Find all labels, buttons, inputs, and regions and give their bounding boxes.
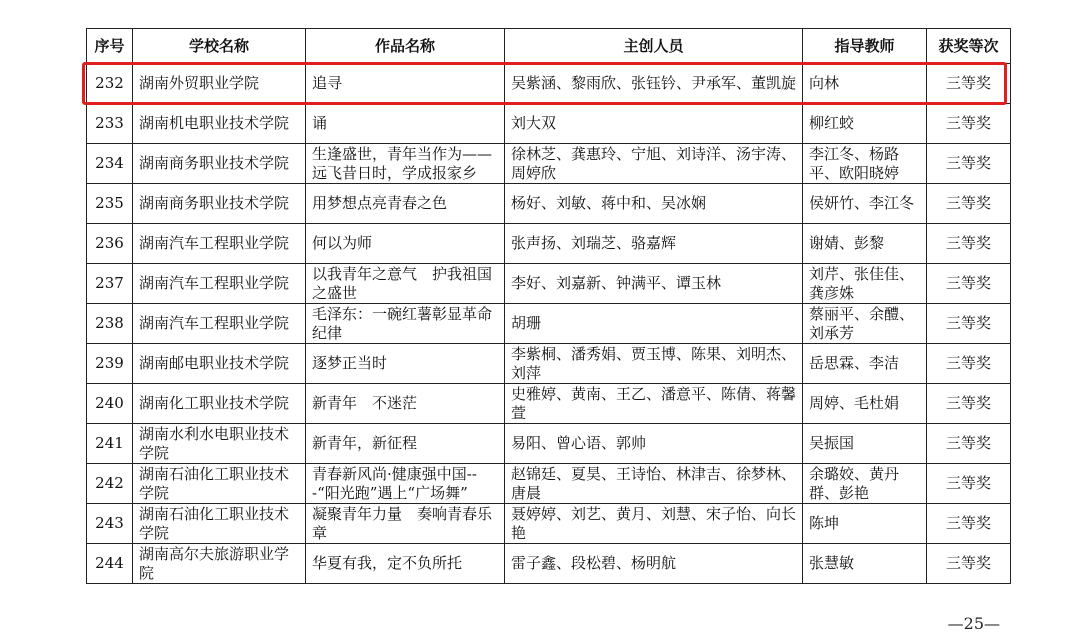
members-cell [505, 184, 803, 224]
school-name: 湖南邮电职业技术学院 [139, 354, 290, 372]
page-number: —25— [947, 614, 1000, 633]
table-row [87, 64, 1011, 104]
work-title: 生逢盛世，青年当作为——远飞昔日时，学成报家乡 [312, 144, 493, 182]
row-number: 244 [95, 554, 124, 572]
row-number-cell [87, 224, 133, 264]
prize-level-cell [927, 304, 1011, 344]
work-title-cell [306, 304, 505, 344]
work-title-cell [306, 384, 505, 424]
teacher-cell [803, 184, 927, 224]
header-no: 序号 [87, 29, 133, 64]
prize-level-cell [927, 264, 1011, 304]
prize-level: 三等奖 [945, 194, 991, 212]
row-number: 237 [95, 274, 124, 292]
work-title: 毛泽东：一碗红薯彰显革命纪律 [312, 304, 493, 342]
work-title-cell [306, 344, 505, 384]
teacher-cell [803, 344, 927, 384]
members-cell [505, 424, 803, 464]
school-name: 湖南商务职业技术学院 [139, 154, 290, 172]
prize-level: 三等奖 [945, 514, 991, 532]
school-name-cell [133, 504, 306, 544]
row-number-cell [87, 144, 133, 184]
teacher: 余璐姣、黄丹群、彭艳 [809, 464, 900, 502]
teacher: 谢婧、彭黎 [809, 234, 885, 252]
table-row [87, 184, 1011, 224]
teacher: 吴振国 [809, 434, 855, 452]
prize-level-cell [927, 64, 1011, 104]
header-school: 学校名称 [133, 29, 306, 64]
members: 雷子鑫、段松碧、杨明航 [511, 554, 677, 572]
work-title-cell [306, 224, 505, 264]
school-name-cell [133, 344, 306, 384]
prize-level-cell [927, 344, 1011, 384]
prize-level-cell [927, 144, 1011, 184]
row-number-cell [87, 184, 133, 224]
row-number: 240 [95, 394, 124, 412]
members: 李好、刘嘉新、钟满平、谭玉林 [511, 274, 722, 292]
prize-level: 三等奖 [945, 434, 991, 452]
members-cell [505, 464, 803, 504]
row-number: 243 [95, 514, 124, 532]
row-number-cell [87, 504, 133, 544]
header-teacher: 指导教师 [803, 29, 927, 64]
teacher-cell [803, 224, 927, 264]
school-name: 湖南汽车工程职业学院 [139, 234, 290, 252]
work-title-cell [306, 264, 505, 304]
members-cell [505, 304, 803, 344]
row-number-cell [87, 264, 133, 304]
school-name: 湖南汽车工程职业学院 [139, 314, 290, 332]
teacher: 侯妍竹、李江冬 [809, 194, 915, 212]
work-title: 何以为师 [312, 234, 373, 252]
work-title-cell [306, 184, 505, 224]
table-row [87, 384, 1011, 424]
members-cell [505, 144, 803, 184]
work-title: 追寻 [312, 74, 343, 92]
members: 聂婷婷、刘艺、黄月、刘慧、宋子怡、向长艳 [511, 504, 796, 542]
table-row [87, 224, 1011, 264]
teacher-cell [803, 464, 927, 504]
members-cell [505, 504, 803, 544]
table-row [87, 544, 1011, 584]
school-name-cell [133, 464, 306, 504]
members-cell [505, 104, 803, 144]
row-number: 242 [95, 474, 124, 492]
members: 吴紫涵、黎雨欣、张钰钤、尹承军、董凯旋 [511, 74, 796, 92]
work-title: 用梦想点亮青春之色 [312, 194, 448, 212]
school-name-cell [133, 544, 306, 584]
prize-level-cell [927, 224, 1011, 264]
table-row [87, 264, 1011, 304]
school-name: 湖南石油化工职业技术学院 [139, 464, 290, 502]
teacher: 柳红蛟 [809, 114, 855, 132]
school-name: 湖南商务职业技术学院 [139, 194, 290, 212]
teacher: 张慧敏 [809, 554, 855, 572]
work-title-cell [306, 544, 505, 584]
teacher: 陈坤 [809, 514, 840, 532]
work-title: 新青年，新征程 [312, 434, 418, 452]
prize-level: 三等奖 [945, 114, 991, 132]
teacher-cell [803, 64, 927, 104]
teacher: 刘芹、张佳佳、龚彦姝 [809, 264, 915, 302]
prize-level-cell [927, 504, 1011, 544]
members: 刘大双 [511, 114, 557, 132]
work-title: 逐梦正当时 [312, 354, 388, 372]
prize-level: 三等奖 [945, 354, 991, 372]
teacher: 岳思霖、李洁 [809, 354, 900, 372]
school-name-cell [133, 184, 306, 224]
row-number: 241 [95, 434, 124, 452]
work-title-cell [306, 144, 505, 184]
prize-level: 三等奖 [945, 274, 991, 292]
prize-level: 三等奖 [945, 394, 991, 412]
school-name-cell [133, 104, 306, 144]
row-number: 232 [95, 74, 124, 92]
work-title: 以我青年之意气 护我祖国之盛世 [312, 264, 493, 302]
header-work: 作品名称 [306, 29, 505, 64]
school-name-cell [133, 384, 306, 424]
work-title-cell [306, 504, 505, 544]
table-row [87, 304, 1011, 344]
row-number: 239 [95, 354, 124, 372]
header-prize: 获奖等次 [927, 29, 1011, 64]
school-name-cell [133, 64, 306, 104]
table-header-row [87, 29, 1011, 64]
school-name: 湖南高尔夫旅游职业学院 [139, 544, 290, 582]
teacher: 周婷、毛杜娟 [809, 394, 900, 412]
school-name-cell [133, 304, 306, 344]
teacher: 向林 [809, 74, 840, 92]
row-number-cell [87, 544, 133, 584]
school-name: 湖南外贸职业学院 [139, 74, 260, 92]
teacher-cell [803, 304, 927, 344]
row-number: 233 [95, 114, 124, 132]
school-name: 湖南汽车工程职业学院 [139, 274, 290, 292]
awards-table [86, 28, 1011, 584]
work-title: 华夏有我，定不负所托 [312, 554, 463, 572]
work-title-cell [306, 64, 505, 104]
school-name: 湖南化工职业技术学院 [139, 394, 290, 412]
teacher-cell [803, 264, 927, 304]
row-number: 235 [95, 194, 124, 212]
table-row [87, 144, 1011, 184]
prize-level-cell [927, 104, 1011, 144]
row-number-cell [87, 64, 133, 104]
members: 张声扬、刘瑞芝、骆嘉辉 [511, 234, 677, 252]
row-number-cell [87, 104, 133, 144]
row-number: 236 [95, 234, 124, 252]
prize-level: 三等奖 [945, 554, 991, 572]
work-title-cell [306, 424, 505, 464]
table-row [87, 344, 1011, 384]
row-number-cell [87, 384, 133, 424]
table-row [87, 104, 1011, 144]
header-members: 主创人员 [505, 29, 803, 64]
prize-level: 三等奖 [945, 314, 991, 332]
members: 徐林芝、龚惠玲、宁旭、刘诗洋、汤宇涛、周婷欣 [511, 144, 796, 182]
table-row [87, 464, 1011, 504]
teacher-cell [803, 104, 927, 144]
members-cell [505, 544, 803, 584]
members: 杨好、刘敏、蒋中和、吴冰娴 [511, 194, 707, 212]
work-title: 新青年 不迷茫 [312, 394, 418, 412]
members-cell [505, 264, 803, 304]
members: 胡珊 [511, 314, 542, 332]
work-title: 凝聚青年力量 奏响青春乐章 [312, 504, 493, 542]
table-row [87, 504, 1011, 544]
prize-level: 三等奖 [945, 474, 991, 492]
members: 易阳、曾心语、郭帅 [511, 434, 647, 452]
work-title: 青春新风尚·健康强中国---“阳光跑”遇上“广场舞” [312, 464, 477, 502]
work-title-cell [306, 464, 505, 504]
teacher-cell [803, 504, 927, 544]
members: 赵锦廷、夏昊、王诗怡、林津吉、徐梦林、唐晨 [511, 464, 796, 502]
members-cell [505, 344, 803, 384]
teacher-cell [803, 144, 927, 184]
prize-level: 三等奖 [945, 154, 991, 172]
table-row [87, 424, 1011, 464]
prize-level: 三等奖 [945, 234, 991, 252]
members-cell [505, 64, 803, 104]
teacher-cell [803, 384, 927, 424]
row-number-cell [87, 464, 133, 504]
teacher: 蔡丽平、余醴、刘承芳 [809, 304, 915, 342]
work-title-cell [306, 104, 505, 144]
school-name: 湖南水利水电职业技术学院 [139, 424, 290, 462]
row-number: 234 [95, 154, 124, 172]
teacher-cell [803, 544, 927, 584]
prize-level-cell [927, 424, 1011, 464]
prize-level-cell [927, 384, 1011, 424]
school-name-cell [133, 144, 306, 184]
teacher-cell [803, 424, 927, 464]
prize-level: 三等奖 [945, 74, 991, 92]
prize-level-cell [927, 184, 1011, 224]
work-title: 诵 [312, 114, 328, 132]
members-cell [505, 224, 803, 264]
school-name-cell [133, 224, 306, 264]
row-number-cell [87, 344, 133, 384]
row-number-cell [87, 424, 133, 464]
teacher: 李江冬、杨路平、欧阳晓婷 [809, 144, 900, 182]
row-number: 238 [95, 314, 124, 332]
members: 史雅婷、黄南、王乙、潘意平、陈倩、蒋馨萱 [511, 384, 796, 422]
members-cell [505, 384, 803, 424]
prize-level-cell [927, 544, 1011, 584]
school-name: 湖南机电职业技术学院 [139, 114, 290, 132]
school-name: 湖南石油化工职业技术学院 [139, 504, 290, 542]
prize-level-cell [927, 464, 1011, 504]
members: 李紫桐、潘秀娟、贾玉博、陈果、刘明杰、刘萍 [511, 344, 796, 382]
school-name-cell [133, 424, 306, 464]
school-name-cell [133, 264, 306, 304]
row-number-cell [87, 304, 133, 344]
